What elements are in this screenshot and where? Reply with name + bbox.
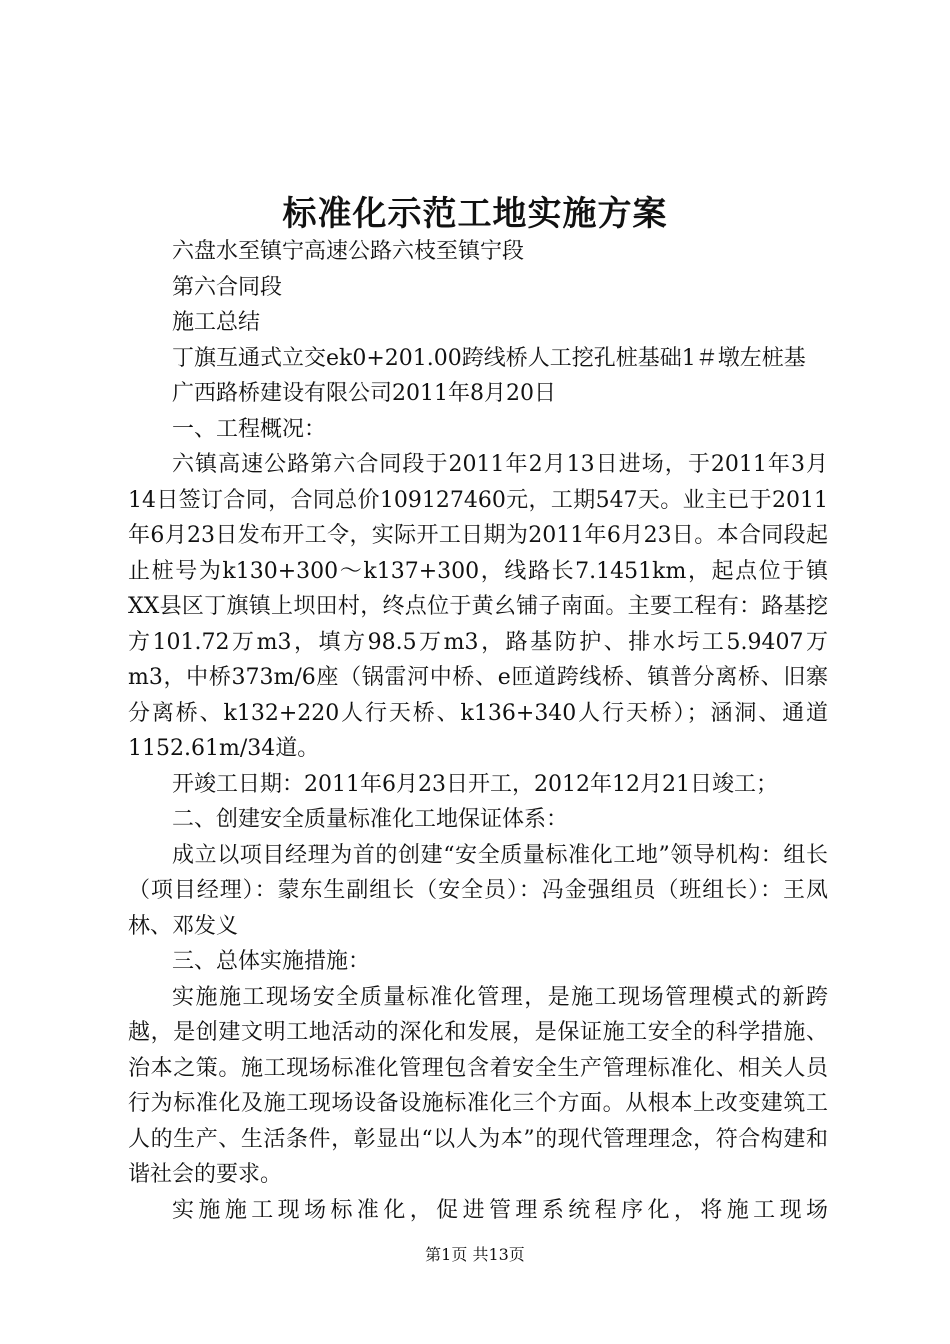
paragraph-bridge-name: 丁旗互通式立交ek0+201.00跨线桥人工挖孔桩基础1＃墩左桩基 xyxy=(172,345,806,371)
section-heading-overview: 一、工程概况： xyxy=(172,416,327,442)
paragraph-contract-section: 第六合同段 xyxy=(172,274,283,300)
section-heading-measures: 三、总体实施措施： xyxy=(172,949,371,974)
paragraph-overview: 六镇高速公路第六合同段于2011年2月13日进场，于2011年3月14日签订合同，合同总价109127460元，工期547天。业主已于2011年6月23日发布开工令，实际开工日期为2011年6月23日。本合同段起止桩号为k130+300～k137+300，线路长7.1451km，起点位于镇XX县区丁旗镇上坝田村，终点位于黄幺铺子南面。主要工程有：路基挖方101.72万m3，填方98.5万m3，路基防护、排水圬工5.9407万m3，中桥373m/6座（锅雷河中桥、e匝道跨线桥、镇普分离桥、旧寨分离桥、k132+220人行天桥、k136+340人行天桥）；涵洞、通道1152.61m/34道。 xyxy=(128,452,828,761)
paragraph-continued: 实施施工现场标准化，促进管理系统程序化，将施工现场 xyxy=(172,1197,828,1223)
document-body xyxy=(128,234,828,1228)
paragraph-schedule: 开竣工日期：2011年6月23日开工，2012年12月21日竣工； xyxy=(172,771,778,797)
paragraph-organization: 成立以项目经理为首的创建“安全质量标准化工地”领导机构：组长（项目经理）：蒙东生副组长（安全员）：冯金强组员（班组长）：王凤林、邓发义 xyxy=(128,842,828,939)
paragraph-project-name: 六盘水至镇宁高速公路六枝至镇宁段 xyxy=(172,239,525,264)
paragraph-company-date: 广西路桥建设有限公司2011年8月20日 xyxy=(172,381,556,406)
paragraph-measures: 实施施工现场安全质量标准化管理，是施工现场管理模式的新跨越，是创建文明工地活动的深化和发展，是保证施工安全的科学措施、治本之策。施工现场标准化管理包含着安全生产管理标准化、相关人员行为标准化及施工现场设备设施标准化三个方面。从根本上改变建筑工人的生产、生活条件，彰显出“以人为本”的现代管理理念，符合构建和谐社会的要求。 xyxy=(128,984,828,1187)
paragraph-summary-label: 施工总结 xyxy=(172,310,261,335)
section-heading-guarantee: 二、创建安全质量标准化工地保证体系： xyxy=(172,807,569,832)
page-number: 第1页 共13页 xyxy=(425,1245,525,1264)
document-title: 标准化示范工地实施方案 xyxy=(282,194,668,234)
